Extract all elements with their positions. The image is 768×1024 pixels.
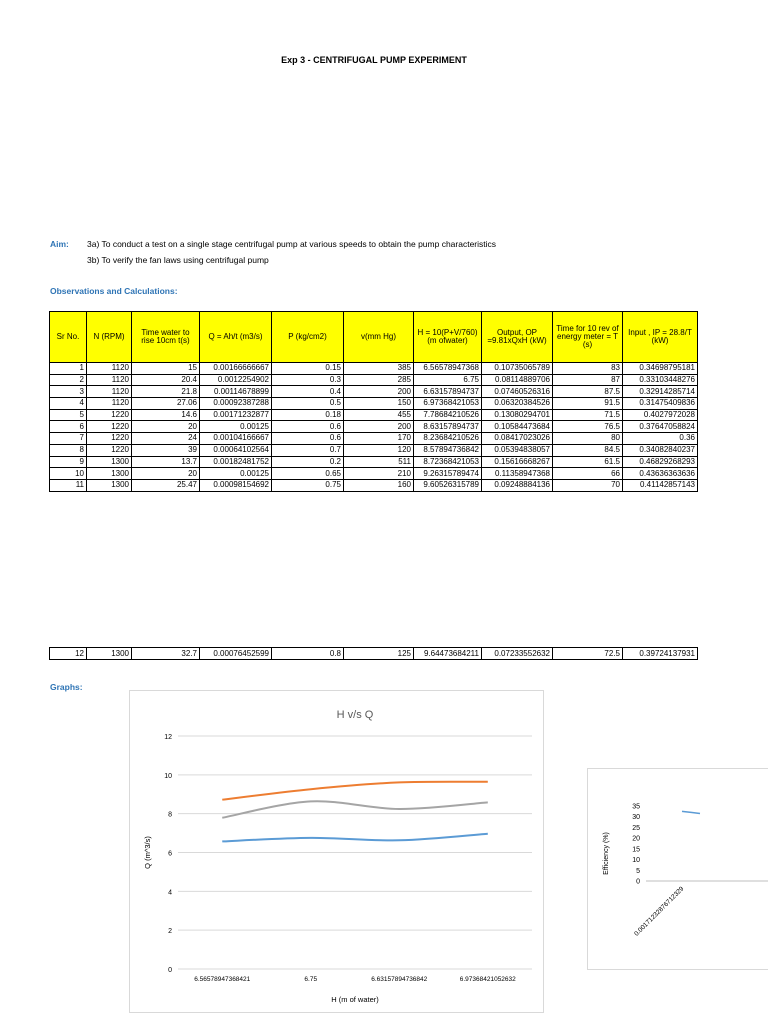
- table-cell: 170: [344, 433, 414, 445]
- table-cell: 11: [50, 479, 87, 491]
- table-cell: 1220: [87, 444, 132, 456]
- table-cell: 91.5: [553, 398, 623, 410]
- header-p: P (kg/cm2): [272, 312, 344, 363]
- y-tick-label: 5: [636, 867, 640, 875]
- table-cell: 0.00104166667: [200, 433, 272, 445]
- header-output: Output, OP =9.81xQxH (kW): [482, 312, 553, 363]
- graphs-heading: Graphs:: [50, 682, 83, 692]
- table-cell: 80: [553, 433, 623, 445]
- table-cell: 5: [50, 409, 87, 421]
- table-cell: 61.5: [553, 456, 623, 468]
- table-cell: 0.3: [272, 374, 344, 386]
- table-cell: 200: [344, 386, 414, 398]
- efficiency-svg: [588, 769, 768, 969]
- observations-heading: Observations and Calculations:: [50, 286, 178, 296]
- table-cell: 83: [553, 363, 623, 375]
- table-cell: 9.64473684211: [414, 648, 482, 660]
- table-cell: 76.5: [553, 421, 623, 433]
- header-sr-no: Sr No.: [50, 312, 87, 363]
- table-cell: 0.10584473684: [482, 421, 553, 433]
- table-cell: 0.5: [272, 398, 344, 410]
- table-cell: 0.00171232877: [200, 409, 272, 421]
- table-row: [50, 409, 698, 421]
- table-cell: 0.65: [272, 468, 344, 480]
- table-row: [50, 363, 698, 375]
- table-cell: 0.4: [272, 386, 344, 398]
- table-cell: 9.26315789474: [414, 468, 482, 480]
- y-tick-label: 8: [168, 811, 172, 819]
- table-cell: 8.23684210526: [414, 433, 482, 445]
- table-cell: 0.00064102564: [200, 444, 272, 456]
- chart-title: H v/s Q: [336, 709, 374, 721]
- table-cell: 1300: [87, 479, 132, 491]
- table-cell: 0.34698795181: [623, 363, 698, 375]
- table-cell: 150: [344, 398, 414, 410]
- efficiency-chart: [587, 768, 768, 970]
- series-line-3: [222, 801, 488, 817]
- table-cell: 6.63157894737: [414, 386, 482, 398]
- observations-table: [49, 311, 698, 492]
- y-tick-label: 30: [632, 814, 640, 822]
- header-q: Q = Ah/t (m3/s): [200, 312, 272, 363]
- table-cell: 1300: [87, 468, 132, 480]
- table-cell: 66: [553, 468, 623, 480]
- table-cell: 6: [50, 421, 87, 433]
- y-axis-label: Efficiency (%): [603, 832, 610, 875]
- h-vs-q-chart: [129, 690, 544, 1013]
- table-cell: 3: [50, 386, 87, 398]
- aim-line-3a: 3a) To conduct a test on a single stage centrifugal pump at various speeds to obtain the pump characteristics: [87, 239, 497, 249]
- table-cell: 0.00125: [200, 421, 272, 433]
- y-tick-label: 10: [164, 772, 172, 780]
- table-cell: 0.11358947368: [482, 468, 553, 480]
- table-cell: 12: [50, 648, 87, 660]
- table-header-row: [50, 312, 698, 363]
- h-vs-q-svg: [130, 691, 543, 1012]
- table-cell: 0.00125: [200, 468, 272, 480]
- table-cell: 8.63157894737: [414, 421, 482, 433]
- table-cell: 0.00098154692: [200, 479, 272, 491]
- table-cell: 0.37647058824: [623, 421, 698, 433]
- header-time-rev: Time for 10 rev of energy meter = T (s): [553, 312, 623, 363]
- series-line-efficiency: [682, 811, 700, 813]
- table-cell: 70: [553, 479, 623, 491]
- table-cell: 25.47: [132, 479, 200, 491]
- table-cell: 24: [132, 433, 200, 445]
- table-cell: 0.4027972028: [623, 409, 698, 421]
- table-cell: 511: [344, 456, 414, 468]
- table-cell: 0.15: [272, 363, 344, 375]
- table-cell: 0.13080294701: [482, 409, 553, 421]
- table-cell: 1300: [87, 648, 132, 660]
- table-cell: 0.08114889706: [482, 374, 553, 386]
- header-v: v(mm Hg): [344, 312, 414, 363]
- table-cell: 0.33103448276: [623, 374, 698, 386]
- table-cell: 0.00166666667: [200, 363, 272, 375]
- y-tick-label: 2: [168, 928, 172, 936]
- table-row: [50, 468, 698, 480]
- table-cell: 87: [553, 374, 623, 386]
- table-cell: 0.18: [272, 409, 344, 421]
- table-cell: 1120: [87, 398, 132, 410]
- header-time-water: Time water to rise 10cm t(s): [132, 312, 200, 363]
- aim-label: Aim:: [50, 239, 69, 249]
- aim-line-3b: 3b) To verify the fan laws using centrifugal pump: [87, 255, 269, 265]
- table-cell: 285: [344, 374, 414, 386]
- y-tick-label: 25: [632, 824, 640, 832]
- table-cell: 0.6: [272, 421, 344, 433]
- table-cell: 6.97368421053: [414, 398, 482, 410]
- table-cell: 9: [50, 456, 87, 468]
- y-tick-label: 0: [636, 878, 640, 886]
- x-tick-label: 6.97368421052632: [459, 976, 516, 983]
- table-cell: 0.07233552632: [482, 648, 553, 660]
- table-cell: 0.00114678899: [200, 386, 272, 398]
- table-cell: 200: [344, 421, 414, 433]
- table-cell: 2: [50, 374, 87, 386]
- table-cell: 27.06: [132, 398, 200, 410]
- table-cell: 0.08417023026: [482, 433, 553, 445]
- table-cell: 8: [50, 444, 87, 456]
- table-cell: 71.5: [553, 409, 623, 421]
- table-cell: 0.31475409836: [623, 398, 698, 410]
- table-cell: 1120: [87, 386, 132, 398]
- table-cell: 1220: [87, 409, 132, 421]
- y-tick-label: 0: [168, 967, 172, 974]
- table-cell: 32.7: [132, 648, 200, 660]
- table-cell: 160: [344, 479, 414, 491]
- table-cell: 0.43636363636: [623, 468, 698, 480]
- table-cell: 0.2: [272, 456, 344, 468]
- table-cell: 0.32914285714: [623, 386, 698, 398]
- table-cell: 39: [132, 444, 200, 456]
- table-cell: 1220: [87, 421, 132, 433]
- y-axis-label: Q (m^3/s): [143, 836, 152, 869]
- table-cell: 0.46829268293: [623, 456, 698, 468]
- table-row: [50, 433, 698, 445]
- table-cell: 13.7: [132, 456, 200, 468]
- table-cell: 0.07460526316: [482, 386, 553, 398]
- table-cell: 0.8: [272, 648, 344, 660]
- header-h: H = 10(P+V/760) (m ofwater): [414, 312, 482, 363]
- table-cell: 0.34082840237: [623, 444, 698, 456]
- table-cell: 0.39724137931: [623, 648, 698, 660]
- table-cell: 20: [132, 468, 200, 480]
- table-row-extra: [50, 648, 698, 660]
- table-cell: 0.00092387288: [200, 398, 272, 410]
- extra-row-table: [49, 647, 698, 660]
- y-tick-label: 15: [632, 846, 640, 854]
- table-cell: 6.56578947368: [414, 363, 482, 375]
- table-cell: 1300: [87, 456, 132, 468]
- table-cell: 0.7: [272, 444, 344, 456]
- table-cell: 7: [50, 433, 87, 445]
- y-tick-label: 35: [632, 803, 640, 811]
- x-tick-label: 0.00171232876712329: [633, 885, 686, 938]
- table-cell: 10: [50, 468, 87, 480]
- y-tick-label: 10: [632, 857, 640, 865]
- x-axis-label: H (m of water): [331, 995, 379, 1004]
- table-cell: 120: [344, 444, 414, 456]
- header-input: Input , IP = 28.8/T (kW): [623, 312, 698, 363]
- y-tick-label: 4: [168, 889, 172, 897]
- table-cell: 1120: [87, 374, 132, 386]
- table-row: [50, 421, 698, 433]
- table-cell: 84.5: [553, 444, 623, 456]
- table-cell: 9.60526315789: [414, 479, 482, 491]
- table-cell: 7.78684210526: [414, 409, 482, 421]
- table-cell: 6.75: [414, 374, 482, 386]
- table-cell: 0.36: [623, 433, 698, 445]
- header-n-rpm: N (RPM): [87, 312, 132, 363]
- table-row: [50, 398, 698, 410]
- x-tick-label: 6.56578947368421: [194, 976, 251, 983]
- table-row: [50, 479, 698, 491]
- table-cell: 0.00076452599: [200, 648, 272, 660]
- table-cell: 0.15616668267: [482, 456, 553, 468]
- table-cell: 20.4: [132, 374, 200, 386]
- table-cell: 8.72368421053: [414, 456, 482, 468]
- table-cell: 0.06320384526: [482, 398, 553, 410]
- table-cell: 0.05394838057: [482, 444, 553, 456]
- table-cell: 1120: [87, 363, 132, 375]
- table-cell: 8.57894736842: [414, 444, 482, 456]
- table-cell: 0.75: [272, 479, 344, 491]
- y-tick-label: 20: [632, 835, 640, 843]
- table-cell: 1: [50, 363, 87, 375]
- table-cell: 0.41142857143: [623, 479, 698, 491]
- table-cell: 0.00182481752: [200, 456, 272, 468]
- table-cell: 15: [132, 363, 200, 375]
- table-cell: 210: [344, 468, 414, 480]
- table-cell: 72.5: [553, 648, 623, 660]
- table-row: [50, 374, 698, 386]
- table-row: [50, 444, 698, 456]
- x-tick-label: 6.63157894736842: [371, 976, 428, 983]
- y-tick-label: 12: [164, 734, 172, 741]
- y-tick-label: 6: [168, 850, 172, 858]
- x-tick-label: 6.75: [304, 976, 318, 983]
- table-cell: 0.09248884136: [482, 479, 553, 491]
- table-cell: 21.8: [132, 386, 200, 398]
- series-line-2: [222, 782, 488, 800]
- table-row: [50, 456, 698, 468]
- table-cell: 455: [344, 409, 414, 421]
- table-cell: 0.10735065789: [482, 363, 553, 375]
- table-cell: 87.5: [553, 386, 623, 398]
- document-title: Exp 3 - CENTRIFUGAL PUMP EXPERIMENT: [281, 55, 467, 65]
- table-cell: 385: [344, 363, 414, 375]
- table-cell: 0.0012254902: [200, 374, 272, 386]
- table-cell: 1220: [87, 433, 132, 445]
- series-line-1: [222, 834, 488, 842]
- table-row: [50, 386, 698, 398]
- table-cell: 20: [132, 421, 200, 433]
- table-cell: 4: [50, 398, 87, 410]
- table-cell: 125: [344, 648, 414, 660]
- table-cell: 14.6: [132, 409, 200, 421]
- table-cell: 0.6: [272, 433, 344, 445]
